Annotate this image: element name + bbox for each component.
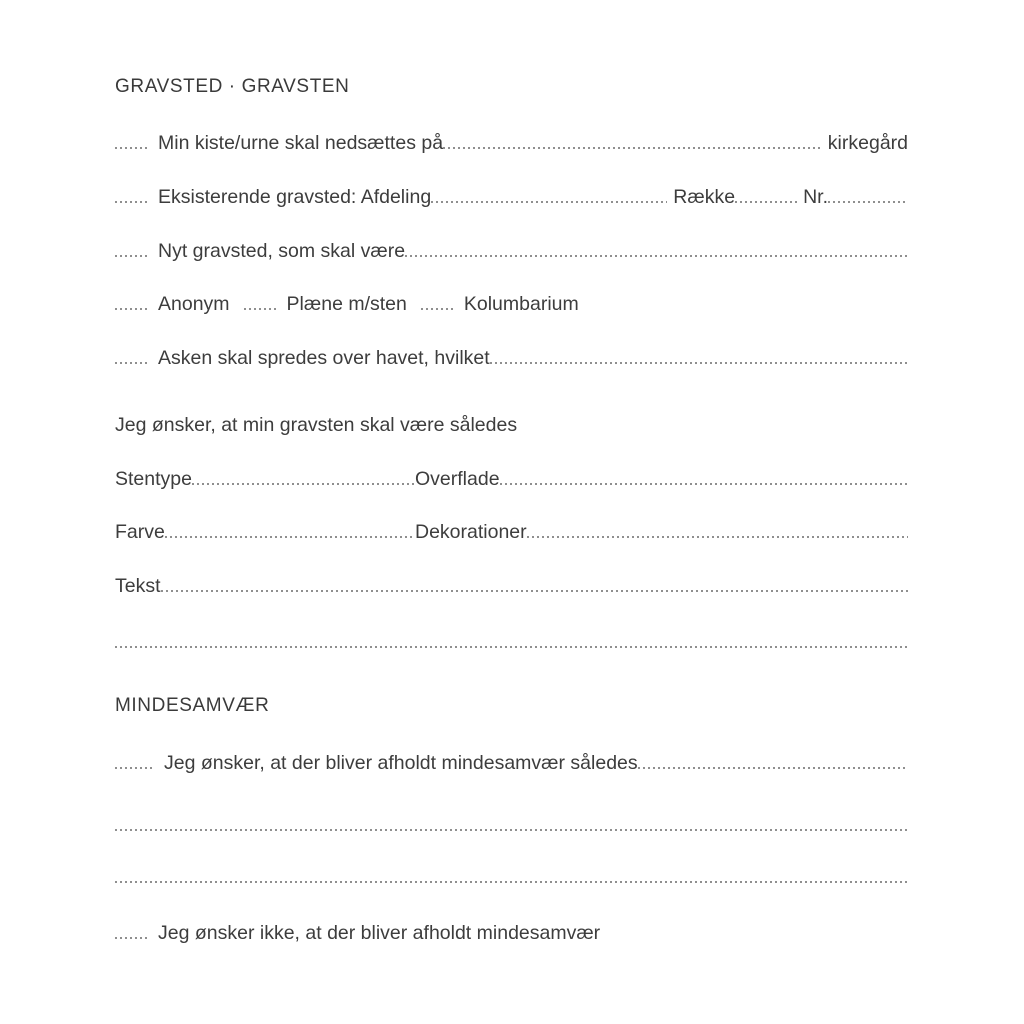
dekorationer-label: Dekorationer	[415, 521, 527, 543]
plaene-label: Plæne m/sten	[286, 293, 407, 315]
eksisterende-label: Eksisterende gravsted: Afdeling	[158, 186, 432, 208]
row-kiste-urne	[115, 131, 908, 155]
mindesamvaer-oensker-label: Jeg ønsker, at der bliver afholdt mindesamvær således	[164, 752, 638, 774]
checkbox-dots-anonym[interactable]	[115, 306, 149, 310]
farve-label: Farve	[115, 521, 165, 543]
stentype-column	[115, 467, 415, 491]
farve-column	[115, 520, 415, 544]
field-kirkegaard-name[interactable]	[443, 145, 822, 149]
row-gravsted-options	[115, 292, 908, 316]
raekke-label: Række	[673, 186, 736, 208]
row-asken-spredes	[115, 346, 908, 370]
kiste-label: Min kiste/urne skal nedsættes på	[158, 132, 444, 154]
asken-label: Asken skal spredes over havet, hvilket	[158, 347, 490, 369]
field-dekorationer[interactable]	[527, 534, 908, 538]
checkbox-dots-eksisterende[interactable]	[115, 199, 149, 203]
nr-label: Nr.	[803, 186, 828, 208]
row-stentype-overflade	[115, 467, 908, 491]
anonym-label: Anonym	[158, 293, 230, 315]
gravsten-intro-text: Jeg ønsker, at min gravsten skal være således	[115, 414, 518, 436]
field-farve[interactable]	[165, 534, 415, 538]
row-eksisterende-gravsted	[115, 185, 908, 209]
field-overflade[interactable]	[500, 481, 908, 485]
tekst-label: Tekst	[115, 575, 161, 597]
field-stentype[interactable]	[192, 481, 415, 485]
row-gravsten-intro	[115, 413, 908, 437]
row-tekst	[115, 574, 908, 598]
row-mindesamvaer-oensker	[115, 751, 908, 775]
row-mindesamvaer-continuation-2	[115, 863, 908, 887]
field-mindesamvaer-line2[interactable]	[115, 827, 908, 831]
field-nr[interactable]	[828, 199, 908, 203]
field-tekst-line2[interactable]	[115, 644, 908, 648]
checkbox-dots-kolumbarium[interactable]	[421, 306, 455, 310]
field-asken-detalje[interactable]	[490, 360, 908, 364]
checkbox-dots-plaene[interactable]	[244, 306, 278, 310]
checkbox-dots-asken[interactable]	[115, 360, 149, 364]
kolumbarium-label: Kolumbarium	[463, 293, 579, 315]
row-mindesamvaer-continuation-1	[115, 811, 908, 835]
checkbox-dots-kiste[interactable]	[115, 145, 149, 149]
mindesamvaer-oensker-ikke-label: Jeg ønsker ikke, at der bliver afholdt mindesamvær	[158, 922, 601, 944]
field-afdeling[interactable]	[431, 199, 667, 203]
overflade-label: Overflade	[415, 468, 500, 490]
row-mindesamvaer-oensker-ikke	[115, 921, 908, 945]
nyt-gravsted-label: Nyt gravsted, som skal være	[158, 240, 406, 262]
field-raekke[interactable]	[735, 199, 797, 203]
section-title-mindesamvaer: MINDESAMVÆR	[115, 695, 270, 716]
row-tekst-continuation	[115, 628, 908, 652]
row-farve-dekorationer	[115, 520, 908, 544]
checkbox-dots-mindesamvaer-nej[interactable]	[115, 935, 149, 939]
field-mindesamvaer-line1[interactable]	[638, 765, 908, 769]
checkbox-dots-mindesamvaer-ja[interactable]	[115, 765, 155, 769]
stentype-label: Stentype	[115, 468, 192, 490]
field-tekst-line1[interactable]	[161, 588, 908, 592]
kirkegaard-suffix-label: kirkegård	[827, 132, 908, 154]
field-mindesamvaer-line3[interactable]	[115, 879, 908, 883]
field-nyt-gravsted-type[interactable]	[405, 253, 908, 257]
checkbox-dots-nyt[interactable]	[115, 253, 149, 257]
section-title-gravsted: GRAVSTED · GRAVSTEN	[115, 76, 350, 97]
row-nyt-gravsted	[115, 239, 908, 263]
